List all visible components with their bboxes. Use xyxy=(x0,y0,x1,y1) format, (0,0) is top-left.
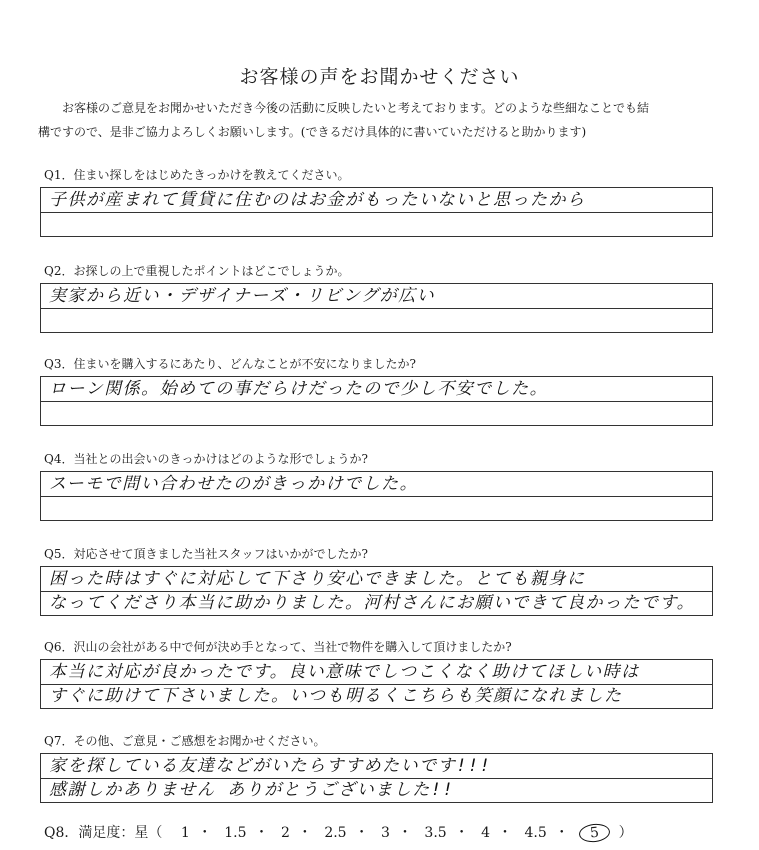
rating-option-2-5[interactable]: 2.5 xyxy=(324,825,347,841)
satisfaction-rating xyxy=(44,822,633,842)
rating-close-paren: ） xyxy=(618,825,633,841)
answer-box-6[interactable] xyxy=(40,659,713,709)
answer-box-1[interactable] xyxy=(40,187,713,237)
answer-5-line-1: 困った時はすぐに対応して下さり安心できました。とても親身に xyxy=(49,569,586,589)
question-5-label: Q5．対応させて頂きました当社スタッフはいかがでしたか? xyxy=(44,547,368,561)
answer-line-divider xyxy=(41,496,712,497)
rating-option-4[interactable]: 4 xyxy=(481,825,491,841)
question-4-label: Q4．当社との出会いのきっかけはどのような形でしょうか? xyxy=(44,452,368,466)
rating-option-1[interactable]: 1 xyxy=(180,825,190,841)
rating-option-1-5[interactable]: 1.5 xyxy=(224,825,247,841)
answer-box-3[interactable] xyxy=(40,376,713,426)
question-7-label: Q7．その他、ご意見・ご感想をお聞かせください。 xyxy=(44,734,326,748)
answer-6-line-2: すぐに助けて下さいました。いつも明るくこちらも笑顔になれました xyxy=(49,686,623,706)
answer-4-line-1: スーモで問い合わせたのがきっかけでした。 xyxy=(49,474,419,494)
question-3-label: Q3．住まいを購入するにあたり、どんなことが不安になりましたか? xyxy=(44,357,416,371)
page-title: お客様の声をお聞かせください xyxy=(239,66,520,88)
answer-6-line-1: 本当に対応が良かったです。良い意味でしつこくなく助けてほしい時は xyxy=(49,662,640,682)
answer-line-divider xyxy=(41,401,712,402)
answer-box-2[interactable] xyxy=(40,283,713,333)
question-6-label: Q6．沢山の会社がある中で何が決め手となって、当社で物件を購入して頂けましたか? xyxy=(44,640,512,654)
rating-option-3[interactable]: 3 xyxy=(381,825,390,841)
rating-separator: ・ xyxy=(498,825,513,841)
rating-separator: ・ xyxy=(554,825,569,841)
question-1-label: Q1．住まい探しをはじめたきっかけを教えてください。 xyxy=(44,168,350,182)
answer-7-line-2: 感謝しかありません ありがとうございました!! xyxy=(49,780,455,800)
answer-box-4[interactable] xyxy=(40,471,713,521)
rating-option-3-5[interactable]: 3.5 xyxy=(424,825,447,841)
rating-label: Q8．満足度：星（ xyxy=(44,825,163,841)
rating-separator: ・ xyxy=(254,825,269,841)
answer-7-line-1: 家を探している友達などがいたらすすめたいです!!! xyxy=(49,756,492,776)
answer-box-5[interactable] xyxy=(40,566,713,616)
answer-3-line-1: ローン関係。始めての事だらけだったので少し不安でした。 xyxy=(49,379,549,399)
rating-option-5-selected[interactable]: 5 xyxy=(578,822,611,843)
answer-line-divider xyxy=(41,308,712,309)
rating-separator: ・ xyxy=(397,825,412,841)
rating-separator: ・ xyxy=(454,825,469,841)
rating-option-2[interactable]: 2 xyxy=(280,825,290,841)
rating-separator: ・ xyxy=(197,825,212,841)
rating-separator: ・ xyxy=(297,825,312,841)
answer-line-divider xyxy=(41,212,712,213)
intro-line-1: お客様のご意見をお聞かせいただき今後の活動に反映したいと考えております。どのような些細なことでも結 xyxy=(62,101,650,115)
answer-2-line-1: 実家から近い・デザイナーズ・リビングが広い xyxy=(49,286,436,306)
answer-box-7[interactable] xyxy=(40,753,713,803)
question-2-label: Q2．お探しの上で重視したポイントはどこでしょうか。 xyxy=(44,264,350,278)
rating-separator: ・ xyxy=(354,825,369,841)
intro-text xyxy=(38,96,728,144)
answer-5-line-2: なってくださり本当に助かりました。河村さんにお願いできて良かったです。 xyxy=(49,593,696,613)
rating-option-4-5[interactable]: 4.5 xyxy=(524,825,547,841)
intro-line-2: 構ですので、是非ご協力よろしくお願いします。(できるだけ具体的に書いていただけると助かります) xyxy=(38,125,587,139)
answer-1-line-1: 子供が産まれて賃貸に住むのはお金がもったいないと思ったから xyxy=(49,190,586,210)
